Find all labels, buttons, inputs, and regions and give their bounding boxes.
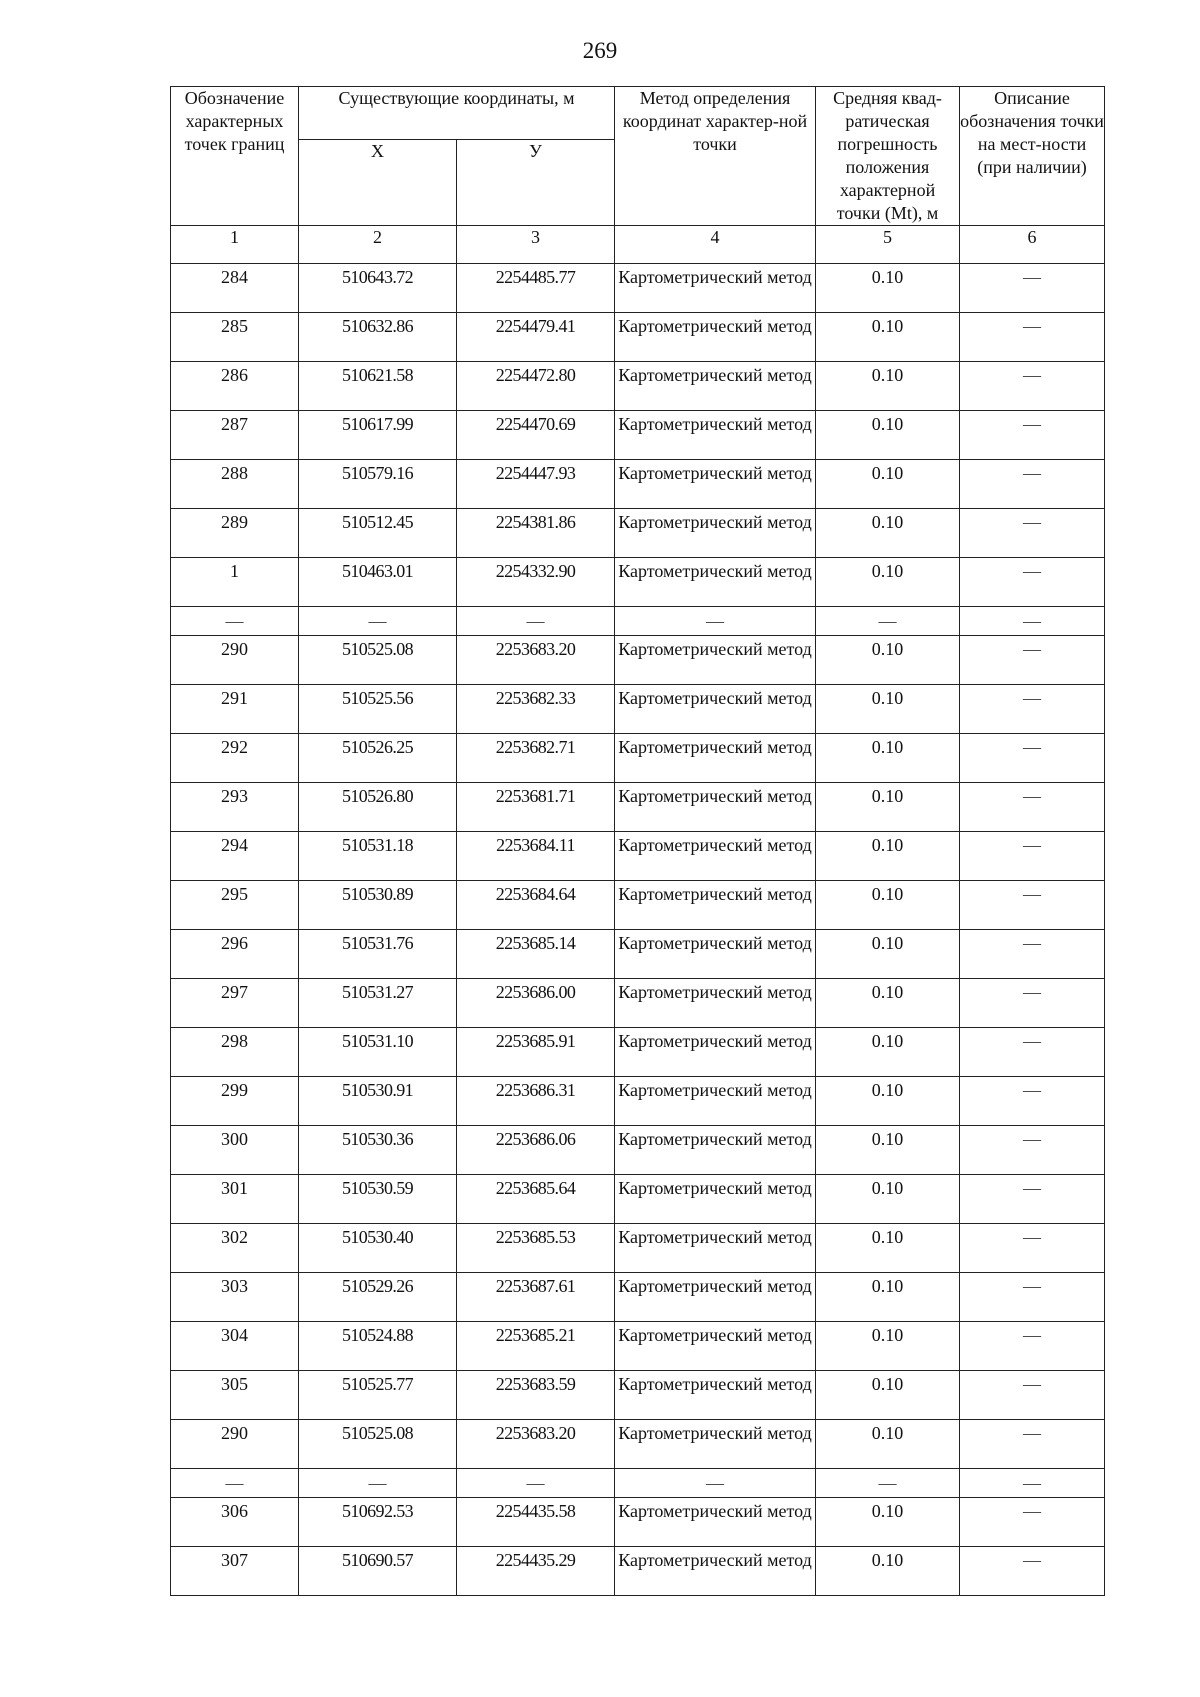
table-row bbox=[171, 460, 1105, 509]
cell-y: — bbox=[457, 1469, 615, 1498]
cell-error: 0.10 bbox=[816, 783, 960, 832]
cell-x: 510530.59 bbox=[299, 1175, 457, 1224]
cell-x: 510692.53 bbox=[299, 1498, 457, 1547]
cell-point: 284 bbox=[171, 264, 299, 313]
cell-error: 0.10 bbox=[816, 1371, 960, 1420]
cell-error: 0.10 bbox=[816, 881, 960, 930]
table-row bbox=[171, 264, 1105, 313]
cell-x: 510530.40 bbox=[299, 1224, 457, 1273]
cell-x: — bbox=[299, 1469, 457, 1498]
cell-method: Картометрический метод bbox=[615, 832, 816, 881]
cell-y: 2253685.21 bbox=[457, 1322, 615, 1371]
table-row bbox=[171, 1175, 1105, 1224]
column-numbers-row bbox=[171, 226, 1105, 264]
column-number: 1 bbox=[171, 226, 299, 264]
cell-method: Картометрический метод bbox=[615, 1420, 816, 1469]
cell-description: — bbox=[960, 636, 1105, 685]
cell-y: 2253687.61 bbox=[457, 1273, 615, 1322]
cell-error: 0.10 bbox=[816, 1420, 960, 1469]
header-description: Описание обозначения точки на мест-ности (при наличии) bbox=[960, 87, 1105, 226]
cell-x: 510525.08 bbox=[299, 636, 457, 685]
table-row bbox=[171, 1273, 1105, 1322]
cell-x: 510531.27 bbox=[299, 979, 457, 1028]
cell-method: Картометрический метод bbox=[615, 1224, 816, 1273]
cell-x: 510579.16 bbox=[299, 460, 457, 509]
cell-description: — bbox=[960, 1273, 1105, 1322]
cell-error: 0.10 bbox=[816, 930, 960, 979]
column-number: 3 bbox=[457, 226, 615, 264]
column-number: 6 bbox=[960, 226, 1105, 264]
cell-y: 2253682.71 bbox=[457, 734, 615, 783]
cell-x: 510530.91 bbox=[299, 1077, 457, 1126]
cell-method: Картометрический метод bbox=[615, 264, 816, 313]
cell-description: — bbox=[960, 1322, 1105, 1371]
cell-x: 510643.72 bbox=[299, 264, 457, 313]
table-row bbox=[171, 881, 1105, 930]
table-row bbox=[171, 1420, 1105, 1469]
table-row bbox=[171, 1547, 1105, 1596]
cell-point: — bbox=[171, 1469, 299, 1498]
cell-y: — bbox=[457, 607, 615, 636]
cell-method: Картометрический метод bbox=[615, 881, 816, 930]
cell-x: 510632.86 bbox=[299, 313, 457, 362]
table-row bbox=[171, 832, 1105, 881]
cell-method: Картометрический метод bbox=[615, 362, 816, 411]
cell-x: 510529.26 bbox=[299, 1273, 457, 1322]
cell-error: 0.10 bbox=[816, 558, 960, 607]
table-row bbox=[171, 509, 1105, 558]
cell-description: — bbox=[960, 411, 1105, 460]
cell-point: 287 bbox=[171, 411, 299, 460]
table-row bbox=[171, 636, 1105, 685]
cell-description: — bbox=[960, 460, 1105, 509]
table-row bbox=[171, 313, 1105, 362]
cell-point: 292 bbox=[171, 734, 299, 783]
cell-point: 305 bbox=[171, 1371, 299, 1420]
cell-y: 2253684.11 bbox=[457, 832, 615, 881]
cell-y: 2254479.41 bbox=[457, 313, 615, 362]
cell-description: — bbox=[960, 1224, 1105, 1273]
cell-x: 510512.45 bbox=[299, 509, 457, 558]
cell-method: Картометрический метод bbox=[615, 1371, 816, 1420]
cell-y: 2254472.80 bbox=[457, 362, 615, 411]
cell-method: Картометрический метод bbox=[615, 783, 816, 832]
cell-description: — bbox=[960, 1469, 1105, 1498]
header-coordinates: Существующие координаты, м bbox=[299, 87, 615, 140]
cell-error: 0.10 bbox=[816, 1498, 960, 1547]
cell-y: 2254485.77 bbox=[457, 264, 615, 313]
header-row bbox=[171, 87, 1105, 140]
cell-error: 0.10 bbox=[816, 636, 960, 685]
cell-y: 2254435.29 bbox=[457, 1547, 615, 1596]
cell-y: 2254381.86 bbox=[457, 509, 615, 558]
cell-method: Картометрический метод bbox=[615, 313, 816, 362]
cell-error: 0.10 bbox=[816, 1547, 960, 1596]
cell-y: 2254447.93 bbox=[457, 460, 615, 509]
cell-description: — bbox=[960, 1028, 1105, 1077]
cell-x: 510463.01 bbox=[299, 558, 457, 607]
table-row bbox=[171, 558, 1105, 607]
cell-y: 2254332.90 bbox=[457, 558, 615, 607]
header-y: У bbox=[457, 139, 615, 226]
table-row bbox=[171, 1126, 1105, 1175]
cell-y: 2253686.00 bbox=[457, 979, 615, 1028]
cell-y: 2253684.64 bbox=[457, 881, 615, 930]
cell-x: 510525.56 bbox=[299, 685, 457, 734]
cell-x: 510531.18 bbox=[299, 832, 457, 881]
cell-method: Картометрический метод bbox=[615, 1126, 816, 1175]
cell-point: 307 bbox=[171, 1547, 299, 1596]
cell-description: — bbox=[960, 1126, 1105, 1175]
cell-point: 301 bbox=[171, 1175, 299, 1224]
cell-method: Картометрический метод bbox=[615, 1175, 816, 1224]
table-row bbox=[171, 1224, 1105, 1273]
cell-description: — bbox=[960, 607, 1105, 636]
cell-method: Картометрический метод bbox=[615, 930, 816, 979]
cell-method: Картометрический метод bbox=[615, 460, 816, 509]
cell-description: — bbox=[960, 1420, 1105, 1469]
cell-error: 0.10 bbox=[816, 509, 960, 558]
cell-method: Картометрический метод bbox=[615, 1273, 816, 1322]
cell-point: 1 bbox=[171, 558, 299, 607]
cell-method: Картометрический метод bbox=[615, 1322, 816, 1371]
cell-description: — bbox=[960, 362, 1105, 411]
table-row bbox=[171, 930, 1105, 979]
cell-x: 510530.36 bbox=[299, 1126, 457, 1175]
table-row bbox=[171, 1498, 1105, 1547]
header-error: Средняя квад-ратическая погрешность положения характерной точки (Mt), м bbox=[816, 87, 960, 226]
cell-error: 0.10 bbox=[816, 1322, 960, 1371]
cell-y: 2253683.59 bbox=[457, 1371, 615, 1420]
table-row bbox=[171, 1028, 1105, 1077]
cell-point: 299 bbox=[171, 1077, 299, 1126]
column-number: 4 bbox=[615, 226, 816, 264]
cell-error: 0.10 bbox=[816, 411, 960, 460]
cell-point: 290 bbox=[171, 636, 299, 685]
cell-error: 0.10 bbox=[816, 979, 960, 1028]
column-number: 2 bbox=[299, 226, 457, 264]
table-row bbox=[171, 979, 1105, 1028]
cell-description: — bbox=[960, 1498, 1105, 1547]
table-row bbox=[171, 411, 1105, 460]
table-row bbox=[171, 783, 1105, 832]
cell-y: 2253681.71 bbox=[457, 783, 615, 832]
separator-row bbox=[171, 1469, 1105, 1498]
cell-error: 0.10 bbox=[816, 1273, 960, 1322]
cell-description: — bbox=[960, 1175, 1105, 1224]
cell-point: 285 bbox=[171, 313, 299, 362]
cell-point: 286 bbox=[171, 362, 299, 411]
separator-row bbox=[171, 607, 1105, 636]
cell-description: — bbox=[960, 930, 1105, 979]
cell-error: 0.10 bbox=[816, 264, 960, 313]
cell-method: Картометрический метод bbox=[615, 734, 816, 783]
cell-point: 302 bbox=[171, 1224, 299, 1273]
cell-description: — bbox=[960, 1547, 1105, 1596]
table-row bbox=[171, 1371, 1105, 1420]
cell-x: 510525.08 bbox=[299, 1420, 457, 1469]
cell-x: 510524.88 bbox=[299, 1322, 457, 1371]
cell-method: Картометрический метод bbox=[615, 1547, 816, 1596]
header-point: Обозначение характерных точек границ bbox=[171, 87, 299, 226]
cell-point: 306 bbox=[171, 1498, 299, 1547]
cell-description: — bbox=[960, 979, 1105, 1028]
cell-y: 2253685.64 bbox=[457, 1175, 615, 1224]
table-row bbox=[171, 1077, 1105, 1126]
cell-y: 2253685.14 bbox=[457, 930, 615, 979]
cell-error: 0.10 bbox=[816, 832, 960, 881]
column-number: 5 bbox=[816, 226, 960, 264]
cell-x: 510525.77 bbox=[299, 1371, 457, 1420]
cell-point: 293 bbox=[171, 783, 299, 832]
cell-point: 294 bbox=[171, 832, 299, 881]
cell-method: Картометрический метод bbox=[615, 685, 816, 734]
cell-description: — bbox=[960, 1077, 1105, 1126]
cell-x: 510531.76 bbox=[299, 930, 457, 979]
cell-description: — bbox=[960, 783, 1105, 832]
cell-method: Картометрический метод bbox=[615, 509, 816, 558]
cell-y: 2253685.53 bbox=[457, 1224, 615, 1273]
cell-method: Картометрический метод bbox=[615, 979, 816, 1028]
cell-error: 0.10 bbox=[816, 313, 960, 362]
cell-method: Картометрический метод bbox=[615, 411, 816, 460]
cell-description: — bbox=[960, 509, 1105, 558]
table-row bbox=[171, 685, 1105, 734]
coordinates-table bbox=[170, 86, 1105, 1596]
cell-error: 0.10 bbox=[816, 460, 960, 509]
cell-error: 0.10 bbox=[816, 1224, 960, 1273]
cell-description: — bbox=[960, 558, 1105, 607]
cell-y: 2253686.31 bbox=[457, 1077, 615, 1126]
cell-x: 510526.80 bbox=[299, 783, 457, 832]
cell-x: 510617.99 bbox=[299, 411, 457, 460]
cell-error: 0.10 bbox=[816, 1126, 960, 1175]
cell-method: Картометрический метод bbox=[615, 558, 816, 607]
cell-y: 2253683.20 bbox=[457, 1420, 615, 1469]
cell-y: 2253682.33 bbox=[457, 685, 615, 734]
cell-y: 2253685.91 bbox=[457, 1028, 615, 1077]
cell-method: Картометрический метод bbox=[615, 1077, 816, 1126]
table-row bbox=[171, 734, 1105, 783]
cell-description: — bbox=[960, 881, 1105, 930]
table-row bbox=[171, 1322, 1105, 1371]
cell-point: — bbox=[171, 607, 299, 636]
cell-y: 2254470.69 bbox=[457, 411, 615, 460]
cell-error: 0.10 bbox=[816, 362, 960, 411]
header-x: X bbox=[299, 139, 457, 226]
cell-point: 303 bbox=[171, 1273, 299, 1322]
cell-method: — bbox=[615, 607, 816, 636]
cell-description: — bbox=[960, 832, 1105, 881]
cell-method: Картометрический метод bbox=[615, 1028, 816, 1077]
cell-x: — bbox=[299, 607, 457, 636]
cell-point: 289 bbox=[171, 509, 299, 558]
cell-x: 510526.25 bbox=[299, 734, 457, 783]
cell-point: 295 bbox=[171, 881, 299, 930]
cell-error: 0.10 bbox=[816, 1028, 960, 1077]
cell-description: — bbox=[960, 1371, 1105, 1420]
cell-error: 0.10 bbox=[816, 734, 960, 783]
cell-x: 510690.57 bbox=[299, 1547, 457, 1596]
cell-method: Картометрический метод bbox=[615, 636, 816, 685]
cell-error: 0.10 bbox=[816, 1077, 960, 1126]
cell-error: — bbox=[816, 1469, 960, 1498]
cell-description: — bbox=[960, 264, 1105, 313]
cell-error: 0.10 bbox=[816, 1175, 960, 1224]
header-method: Метод определения координат характер-ной точки bbox=[615, 87, 816, 226]
cell-method: — bbox=[615, 1469, 816, 1498]
cell-point: 296 bbox=[171, 930, 299, 979]
cell-description: — bbox=[960, 734, 1105, 783]
cell-point: 300 bbox=[171, 1126, 299, 1175]
cell-error: — bbox=[816, 607, 960, 636]
cell-point: 297 bbox=[171, 979, 299, 1028]
table-body bbox=[171, 264, 1105, 1596]
table-row bbox=[171, 362, 1105, 411]
cell-point: 288 bbox=[171, 460, 299, 509]
page-number: 269 bbox=[582, 38, 618, 63]
cell-error: 0.10 bbox=[816, 685, 960, 734]
cell-method: Картометрический метод bbox=[615, 1498, 816, 1547]
cell-y: 2253683.20 bbox=[457, 636, 615, 685]
cell-description: — bbox=[960, 313, 1105, 362]
cell-x: 510530.89 bbox=[299, 881, 457, 930]
cell-y: 2253686.06 bbox=[457, 1126, 615, 1175]
cell-point: 291 bbox=[171, 685, 299, 734]
cell-x: 510621.58 bbox=[299, 362, 457, 411]
cell-point: 290 bbox=[171, 1420, 299, 1469]
cell-point: 304 bbox=[171, 1322, 299, 1371]
cell-x: 510531.10 bbox=[299, 1028, 457, 1077]
cell-description: — bbox=[960, 685, 1105, 734]
cell-point: 298 bbox=[171, 1028, 299, 1077]
cell-y: 2254435.58 bbox=[457, 1498, 615, 1547]
